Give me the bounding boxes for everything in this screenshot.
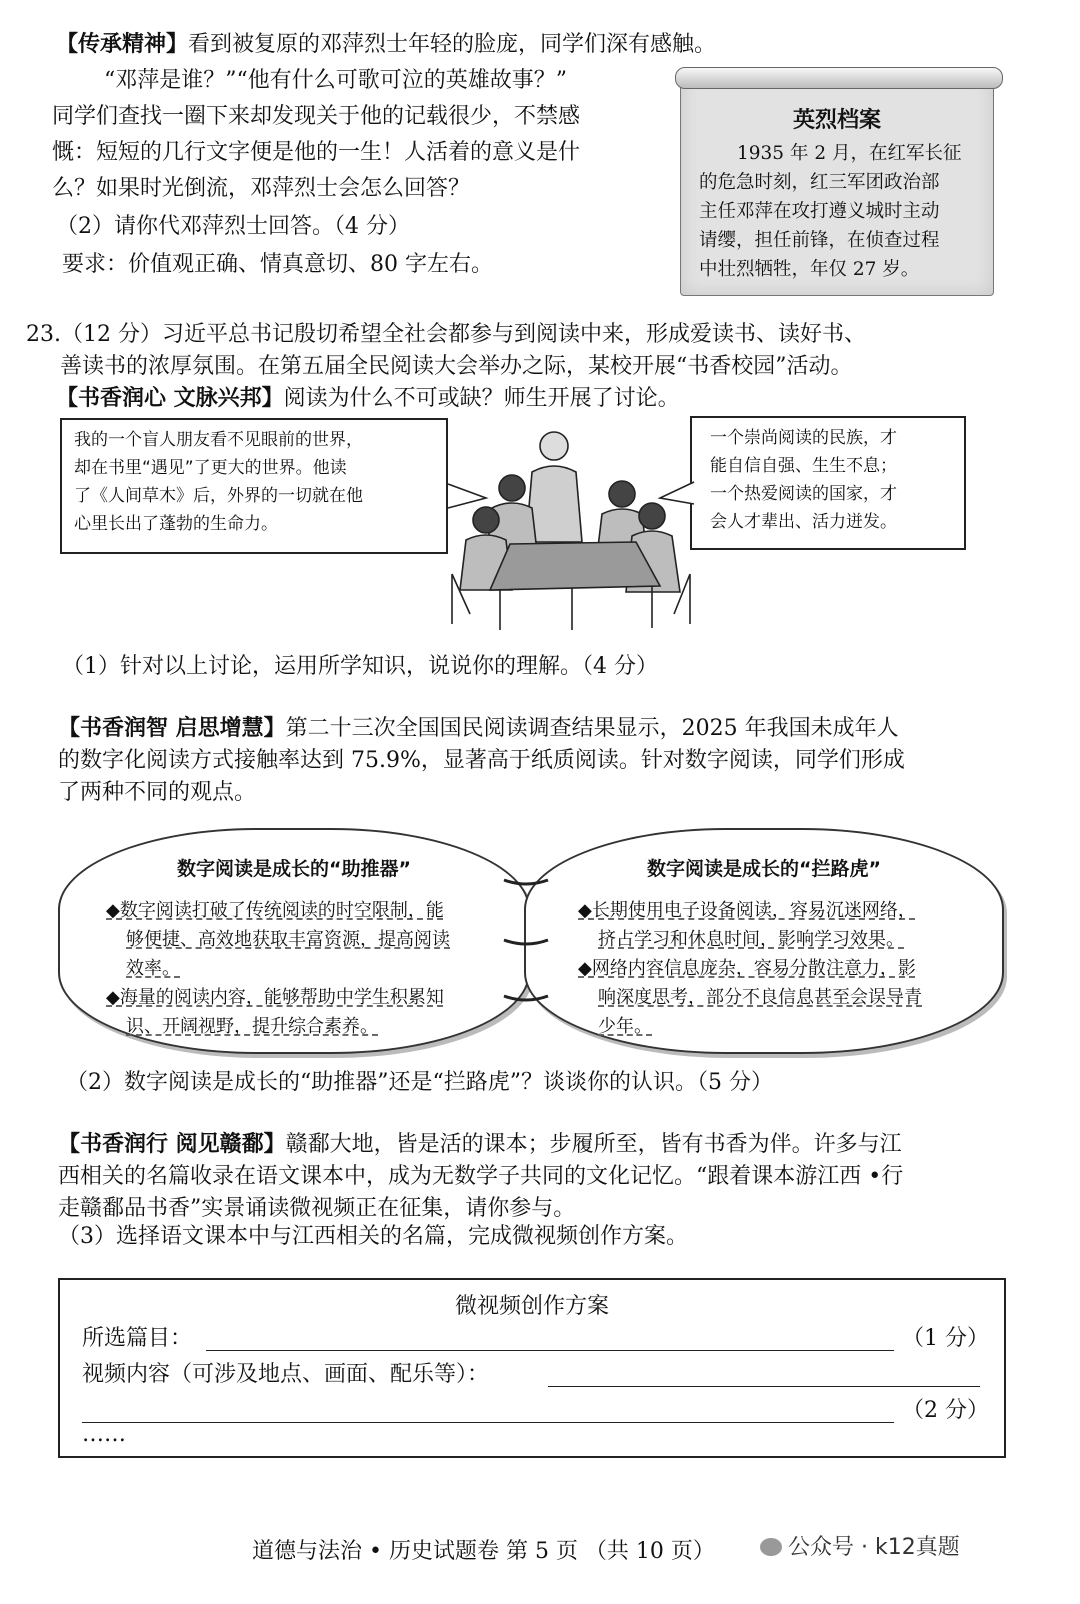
plan-row2-label: 视频内容（可涉及地点、画面、配乐等）：: [82, 1362, 490, 1387]
q23-s1-line: [56, 384, 680, 414]
bubble-line: 会人才辈出、活力迸发。: [710, 512, 897, 532]
view-item: 响深度思考，部分不良信息甚至会误导青: [598, 987, 922, 1008]
plan-title: 微视频创作方案: [454, 1294, 609, 1319]
view-item: ◆海量的阅读内容，能够帮助中学生积累知: [106, 987, 444, 1008]
q23-s3-text-0: 赣鄱大地，皆是活的课本；步履所至，皆有书香为伴。许多与江: [285, 1132, 902, 1157]
archive-body: [699, 139, 977, 284]
view-obstacle-title: 数字阅读是成长的“拦路虎”: [647, 858, 881, 880]
archive-line: 中壮烈牺牲，年仅 27 岁。: [699, 259, 920, 280]
video-plan-box: [58, 1278, 1006, 1458]
archive-line: 主任邓萍在攻打遵义城时主动: [699, 201, 940, 222]
scroll-roll: [675, 67, 1003, 89]
discussion-illustration: [446, 424, 696, 634]
archive-title: 英烈档案: [792, 108, 881, 133]
q22-lead-line: [56, 30, 716, 60]
q22-para-3: 么？如果时光倒流，邓萍烈士会怎么回答？: [52, 176, 471, 201]
view-item: 效率。: [126, 958, 180, 979]
bubble-line: 心里长出了蓬勃的生命力。: [74, 514, 278, 534]
answer-line-title[interactable]: [206, 1350, 894, 1351]
bubble-line: 了《人间草木》后，外界的一切就在他: [74, 486, 363, 506]
q23-s1-text: 阅读为什么不可或缺？师生开展了讨论。: [283, 386, 680, 411]
q23-s3-text-1: 西相关的名篇收录在语文课本中，成为无数学子共同的文化记忆。“跟着课本游江西 •行: [58, 1164, 904, 1189]
view-booster-cloud: [58, 828, 530, 1054]
view-item: 少年。: [598, 1016, 652, 1037]
q22-sub2: （2）请你代邓萍烈士回答。（4 分）: [56, 214, 410, 239]
bubble-line: 一个热爱阅读的国家，才: [710, 484, 897, 504]
q23-question-1: （1）针对以上讨论，运用所学知识，说说你的理解。（4 分）: [62, 654, 658, 679]
plan-row3-score: （2 分）: [902, 1398, 989, 1423]
q22-para-0: “邓萍是谁？”“他有什么可歌可泣的英雄故事？”: [104, 68, 567, 93]
answer-line-content-2[interactable]: [82, 1422, 894, 1423]
speech-bubble-left: [60, 418, 448, 554]
q22-para-2: 慨：短短的几行文字便是他的一生！人活着的意义是什: [52, 140, 581, 165]
plan-row1-score: （1 分）: [902, 1326, 989, 1351]
bubble-line: 一个崇尚阅读的民族，才: [710, 428, 897, 448]
q23-s2-text-1: 的数字化阅读方式接触率达到 75.9%，显著高于纸质阅读。针对数字阅读，同学们形成: [58, 748, 905, 773]
q23-question-3: （3）选择语文课本中与江西相关的名篇，完成微视频创作方案。: [58, 1224, 688, 1249]
view-item: 识、开阔视野，提升综合素养。: [126, 1016, 378, 1037]
q23-s2-line-0: [58, 714, 899, 744]
q22-requirement: 要求：价值观正确、情真意切、80 字左右。: [62, 252, 493, 277]
q22-tag: 【传承精神】: [56, 32, 189, 57]
speech-bubble-right: [690, 416, 966, 550]
archive-line: 请缨，担任前锋，在侦查过程: [699, 230, 940, 251]
view-obstacle-items: [578, 896, 922, 1041]
view-item: ◆长期使用电子设备阅读，容易沉迷网络，: [578, 900, 916, 921]
q23-s3-text-2: 走赣鄱品书香”实景诵读微视频正在征集，请你参与。: [58, 1196, 576, 1221]
bubble-line: 能自信自强、生生不息；: [710, 456, 897, 476]
view-obstacle-cloud: [524, 828, 1004, 1054]
view-item: 挤占学习和休息时间，影响学习效果。: [598, 929, 904, 950]
view-item: ◆网络内容信息庞杂，容易分散注意力，影: [578, 958, 916, 979]
q23-intro-0: 23.（12 分）习近平总书记殷切希望全社会都参与到阅读中来，形成爱读书、读好书、: [26, 322, 866, 347]
view-booster-title: 数字阅读是成长的“助推器”: [177, 858, 411, 880]
q23-s3-line-0: [58, 1130, 902, 1160]
bubble-line: 我的一个盲人朋友看不见眼前的世界，: [74, 430, 363, 450]
q23-question-2: （2）数字阅读是成长的“助推器”还是“拦路虎”？谈谈你的认识。（5 分）: [66, 1070, 773, 1095]
archive-line: 的危急时刻，红三军团政治部: [699, 172, 940, 193]
plan-row1-label: 所选篇目：: [82, 1326, 193, 1351]
q23-s3-tag: 【书香润行 阅见赣鄱】: [58, 1132, 286, 1157]
cloud-links: [498, 870, 554, 1010]
archive-line: 1935 年 2 月，在红军长征: [737, 143, 962, 164]
q22-para-1: 同学们查找一圈下来却发现关于他的记载很少，不禁感: [52, 104, 581, 129]
view-booster-items: [106, 896, 450, 1041]
q23-s1-tag: 【书香润心 文脉兴邦】: [56, 386, 284, 411]
q22-lead: 看到被复原的邓萍烈士年轻的脸庞，同学们深有感触。: [188, 32, 717, 57]
bubble-line: 却在书里“遇见”了更大的世界。他读: [74, 458, 347, 478]
view-item: 够便捷、高效地获取丰富资源，提高阅读: [126, 929, 450, 950]
martyr-archive-scroll: [680, 72, 994, 296]
wechat-icon: [760, 1538, 782, 1556]
q23-s2-tag: 【书香润智 启思增慧】: [58, 716, 286, 741]
watermark-text: 公众号 · k12真题: [788, 1535, 960, 1560]
q23-s2-text-0: 第二十三次全国国民阅读调查结果显示，2025 年我国未成年人: [285, 716, 899, 741]
answer-line-content[interactable]: [548, 1386, 980, 1387]
q23-intro-1: 善读书的浓厚氛围。在第五届全民阅读大会举办之际，某校开展“书香校园”活动。: [60, 354, 853, 379]
q23-s2-text-2: 了两种不同的观点。: [58, 780, 257, 805]
view-item: ◆数字阅读打破了传统阅读的时空限制，能: [106, 900, 444, 921]
plan-ellipsis: ……: [82, 1422, 126, 1447]
watermark: [760, 1530, 960, 1561]
page-footer: 道德与法治 • 历史试题卷 第 5 页 （共 10 页）: [252, 1539, 715, 1564]
